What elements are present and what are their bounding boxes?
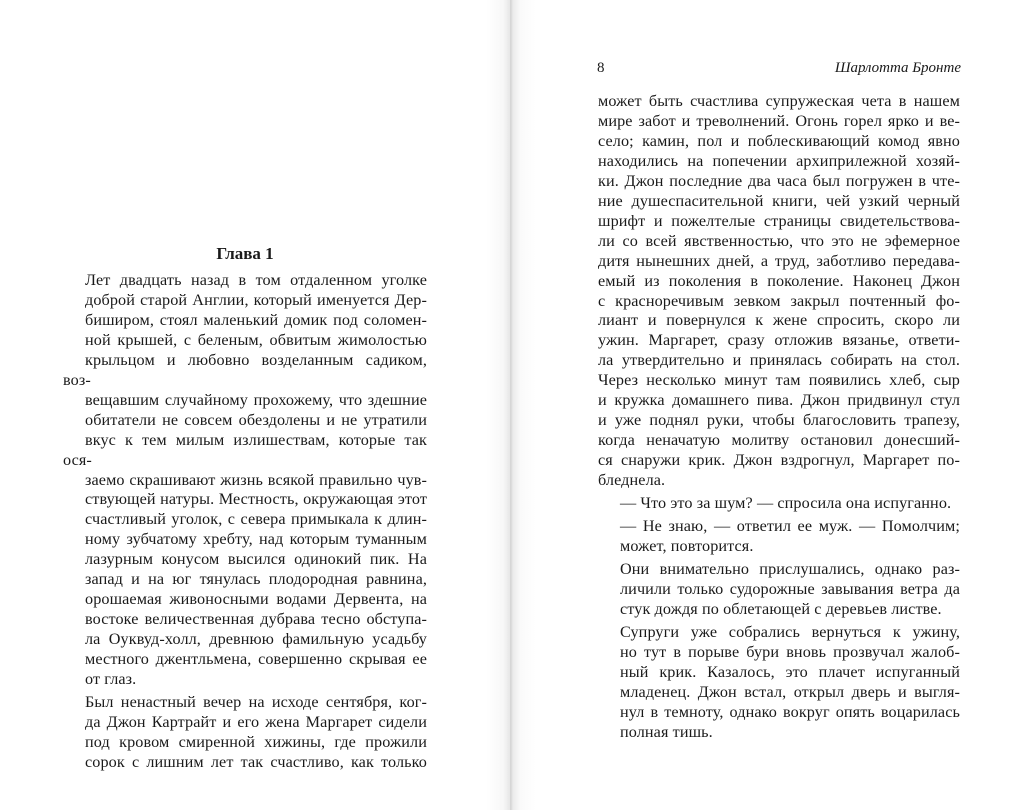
text-line: лазурным конусом высился одинокий пик. На [85,550,427,569]
text-line: но тут в порыве бури вновь прозвучал жалоб- [620,642,960,661]
text-line: — Что это за шум? — спросила она испуганно. [620,494,952,513]
right-page-text [598,92,960,743]
text-line: ужин. Маргарет, сразу отложив вязанье, ответи- [598,331,960,350]
text-line: ной крышей, с беленым, обвитым жимолостью [85,330,427,349]
text-line: находились на попечении архиприлежной хозяй- [598,151,960,170]
text-line: и уже поднял руки, чтобы благословить трапезу, [598,411,960,430]
text-line: биширом, стоял маленький домик под соломен- [85,310,427,329]
text-line: крыльцом и любовно возделанным садиком, воз- [63,350,427,389]
text-line: младенец. Джон встал, открыл дверь и выгля- [620,682,960,701]
text-line: может, повторится. [620,536,754,555]
text-line: вкус к тем милым излишествам, которые так ося- [63,430,427,469]
dialogue-paragraph [598,494,960,514]
text-line: востоке величественная дубрава тесно обступа- [85,610,427,629]
text-line: доброй старой Англии, который именуется Дер- [85,290,427,309]
paragraph [63,693,427,773]
dialogue-paragraph [598,517,960,557]
text-line: село; камин, пол и поблескивающий комод явно [598,131,960,150]
text-line: Через несколько минут там появились хлеб, сыр [598,371,960,390]
text-line: ла утвердительно и принялась собирать на стол. [598,351,960,370]
text-line: полная тишь. [620,722,713,741]
text-line: нул в темноту, однако вокруг опять воцарилась [620,702,960,721]
text-line: когда неначатую молитву остановил донесший- [598,431,960,450]
page-number: 8 [597,60,605,76]
running-head-author: Шарлотта Бронте [834,60,961,76]
text-line: ли со всей явственностью, что это не эфемерное [598,231,960,250]
text-line: шрифт и пожелтелые страницы свидетельствова- [598,211,960,230]
text-line: Они внимательно прислушались, однако раз- [620,559,960,578]
text-line: ки. Джон последние два часа был погружен в чте- [598,171,960,190]
left-page-text [63,271,427,773]
text-line: вещавшим случайному прохожему, что здешние [85,390,427,409]
text-line: счастливый уголок, с севера примыкала к длин- [85,510,427,529]
text-line: Супруги уже собрались вернуться к ужину, [620,622,960,641]
text-line: ла Оуквуд-холл, древнюю фамильную усадьбу [85,630,427,649]
text-line: емый из поколения в поколение. Наконец Джон [598,271,960,290]
text-line: — Не знаю, — ответил ее муж. — Помолчим; [620,517,960,536]
chapter-title: Глава 1 [216,244,274,263]
paragraph [63,271,427,690]
text-line: заемо скрашивают жизнь всякой правильно чув- [85,470,427,489]
text-line: дитя нынешних дней, а труд, заботливо передава- [598,251,960,270]
text-line: ному зубчатому хребту, над которым туманным [85,530,427,549]
text-line: от глаз. [85,670,137,689]
text-line: да Джон Картрайт и его жена Маргарет сидели [85,712,427,731]
text-line: ствующей натуры. Местность, окружающая этот [85,490,427,509]
text-line: сорок с лишним лет так счастливо, как только [85,752,427,771]
text-line: обитатели не совсем обездолены и не утратили [85,410,427,429]
text-line: Лет двадцать назад в том отдаленном уголке [85,271,427,289]
text-line: с красноречивым зевком закрыл почтенный фо- [598,291,960,310]
text-line: запад и на юг тянулась плодородная равнина, [85,570,427,589]
text-line: орошаемая живоносными водами Дервента, на [85,590,427,609]
text-line: личили только судорожные завывания ветра да [620,579,960,598]
text-line: Был ненастный вечер на исходе сентября, ког- [85,693,427,712]
text-line: бледнела. [598,471,666,490]
paragraph [598,623,960,743]
paragraph [598,92,960,491]
text-line: ся снаружи крик. Джон вздрогнул, Маргарет по- [598,451,960,470]
text-line: под кровом смиренной хижины, где прожили [85,732,427,751]
text-line: ный крик. Казалось, это плачет испуганный [620,662,960,681]
text-line: ние душеспасительной книги, чей узкий черный [598,191,960,210]
text-line: может быть счастлива супружеская чета в нашем [598,92,960,110]
text-line: и кружка домашнего пива. Джон придвинул стул [598,391,960,410]
paragraph [598,560,960,620]
text-line: мире забот и треволнений. Огонь горел ярко и ве- [598,111,960,130]
left-page [0,0,510,810]
text-line: лиант и повернулся к жене спросить, скоро ли [598,311,960,330]
text-line: стук дождя по облетающей с деревьев листве. [620,599,942,618]
text-line: местного джентльмена, совершенно скрывая ее [85,650,427,669]
right-page [511,0,1022,810]
